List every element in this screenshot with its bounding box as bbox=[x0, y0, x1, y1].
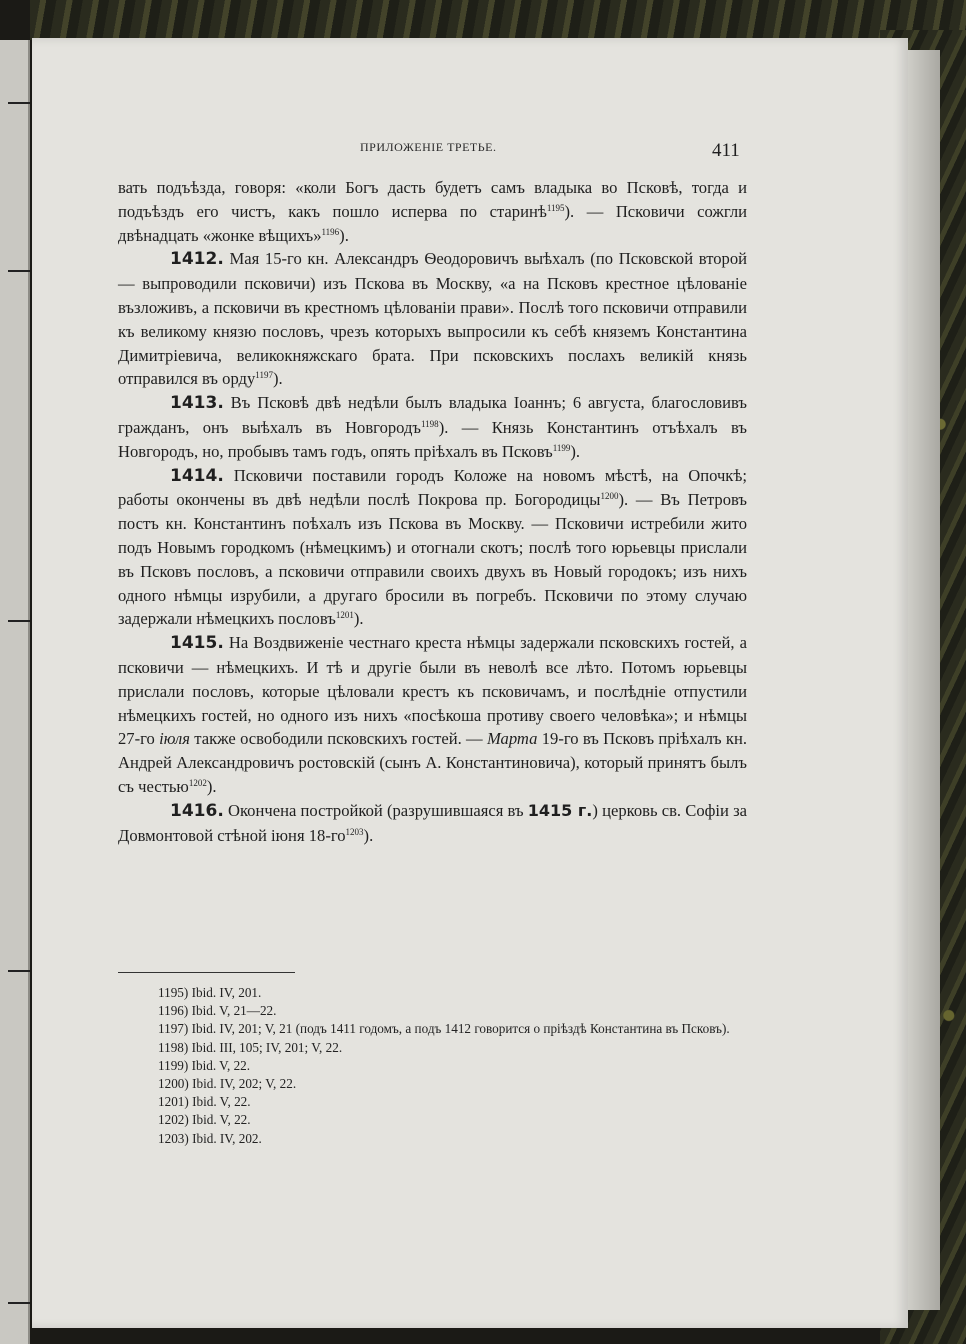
footnote bbox=[118, 1039, 747, 1057]
italic-text: iюля bbox=[159, 729, 190, 749]
footnote-ref: 1198 bbox=[421, 418, 439, 429]
text-run: ). — Псковичи сожгли двѣнадцать «жонке вѣщихъ» bbox=[118, 201, 747, 245]
entry-paragraph bbox=[118, 799, 747, 848]
entry-paragraph bbox=[118, 464, 747, 632]
entry-paragraph bbox=[118, 631, 747, 799]
footnote-number: 1200) bbox=[158, 1076, 189, 1092]
footnote-ref: 1196 bbox=[321, 226, 340, 237]
footnote-number: 1198) bbox=[158, 1039, 189, 1055]
text-run: ). bbox=[272, 369, 283, 389]
text-run: ). bbox=[570, 441, 581, 461]
text-run: ). — Въ Петровъ постъ кн. Константинъ поѣхалъ изъ Пскова въ Москву. — Псковичи истребили жито подъ Новымъ городкомъ (нѣмецкимъ) и отогнали скотъ; послѣ того юрьевцы прислали въ Псковъ пословъ, а псковичи отправили своихъ двухъ въ Новый городокъ; изъ нихъ одного нѣмцы изрубили, а другаго бросили въ погребъ. Псковичи по этому случаю задержали нѣмецкихъ пословъ bbox=[118, 490, 748, 629]
text-run: Псковичи поставили городъ Коложе на новомъ мѣстѣ, на Опочкѣ; работы окончены въ двѣ недѣли послѣ Покрова пр. Богородицы bbox=[118, 465, 747, 510]
footnote bbox=[118, 1111, 747, 1129]
text-run: ). bbox=[353, 609, 364, 629]
footnote-text: Ibid. III, 105; IV, 201; V, 22. bbox=[188, 1039, 343, 1055]
footnote-number: 1196) bbox=[158, 1003, 189, 1019]
footnote-text: Ibid. IV, 202. bbox=[188, 1130, 262, 1146]
footnote-number: 1203) bbox=[158, 1130, 189, 1146]
footnote-text: Ibid. V, 22. bbox=[188, 1057, 251, 1073]
page-stack-edge bbox=[908, 50, 940, 1310]
footnote-text: Ibid. IV, 201; V, 21 (подъ 1411 годомъ, а подъ 1412 говорится о прiѣздѣ Константина въ Псковъ). bbox=[188, 1021, 730, 1037]
italic-text: Марта bbox=[486, 729, 538, 749]
text-run: Окончена постройкой (разрушившаяся въ bbox=[223, 800, 528, 820]
text-run: 19-го въ Псковъ прiѣхалъ кн. Андрей Александровичъ ростовскiй (сынъ А. Константиновича), который принятъ былъ съ честью bbox=[118, 729, 747, 796]
footnote-number: 1201) bbox=[158, 1094, 189, 1110]
entry-paragraph bbox=[118, 391, 747, 463]
binding-mark bbox=[8, 1302, 30, 1304]
footnote bbox=[118, 984, 747, 1002]
text-run: ). bbox=[206, 776, 217, 796]
text-run: ). bbox=[339, 225, 349, 245]
footnote-rule bbox=[118, 972, 295, 973]
text-run: ). bbox=[363, 825, 374, 845]
entry-paragraph bbox=[118, 247, 747, 391]
body-text bbox=[118, 176, 747, 847]
paragraph bbox=[118, 176, 747, 247]
footnote-number: 1199) bbox=[158, 1057, 189, 1073]
entry-year: 1416. bbox=[170, 800, 224, 821]
footnote-text: Ibid. IV, 201. bbox=[188, 985, 262, 1000]
binding-mark bbox=[8, 620, 30, 622]
book-cover-top bbox=[30, 0, 966, 40]
footnote-ref: 1199 bbox=[552, 442, 571, 453]
footnote-number: 1202) bbox=[158, 1112, 189, 1128]
footnote-ref: 1200 bbox=[600, 491, 619, 502]
text-run: На Воздвиженiе честнаго креста нѣмцы задержали псковскихъ гостей, а псковичи — нѣмецкихъ. И тѣ и другiе были въ неволѣ все лѣто. Потомъ юрьевцы прислали пословъ, которые цѣловали крестъ къ псковичамъ, и послѣднiе отпустили нѣмецкихъ гостей, но одного изъ нихъ «посѣкоша противу своего человѣка»; и нѣмцы 27-го bbox=[118, 633, 747, 749]
binding-mark bbox=[8, 970, 30, 972]
text-run: Въ Псковѣ двѣ недѣли былъ владыка Iоаннъ; 6 августа, благословивъ гражданъ, онъ выѣхалъ въ Новгородъ bbox=[118, 393, 747, 437]
text-run: ) церковь св. Софiи за Довмонтовой стѣной iюня 18-го bbox=[118, 800, 747, 845]
footnote bbox=[118, 1093, 747, 1111]
footnote bbox=[118, 1130, 747, 1148]
entry-year: 1414. bbox=[170, 465, 224, 486]
footnote-text: Ibid. IV, 202; V, 22. bbox=[188, 1076, 297, 1092]
footnote-ref: 1203 bbox=[345, 826, 364, 837]
text-run: также освободили псковскихъ гостей. — bbox=[189, 729, 487, 749]
footnote-ref: 1197 bbox=[255, 370, 273, 381]
footnote-text: Ibid. V, 22. bbox=[188, 1112, 251, 1128]
entry-year: 1415. bbox=[170, 633, 224, 654]
footnote bbox=[118, 1002, 747, 1020]
text-run: вать подъѣзда, говоря: «коли Богъ дасть будетъ самъ владыка во Псковѣ, тогда и подъѣздъ его чистъ, какъ пошло исперва по старинѣ bbox=[118, 178, 747, 221]
running-title: ПРИЛОЖЕНIЕ ТРЕТЬЕ. bbox=[360, 140, 497, 154]
footnote-ref: 1202 bbox=[188, 777, 207, 788]
footnote-ref: 1201 bbox=[335, 610, 354, 621]
text-run: ). — Князь Константинъ отъѣхалъ въ Новгородъ, но, пробывъ тамъ годъ, опять прiѣхалъ въ Псковъ bbox=[118, 417, 747, 461]
binding-mark bbox=[8, 270, 30, 272]
entry-year: 1413. bbox=[170, 393, 224, 414]
page-number: 411 bbox=[712, 140, 740, 161]
facing-page-edge bbox=[0, 40, 30, 1344]
footnote-text: Ibid. V, 21—22. bbox=[188, 1003, 277, 1019]
footnotes bbox=[118, 984, 747, 1148]
footnote-text: Ibid. V, 22. bbox=[188, 1094, 251, 1110]
entry-year: 1412. bbox=[170, 249, 224, 270]
footnote-number: 1197) bbox=[158, 1021, 189, 1037]
inline-year: 1415 г. bbox=[527, 800, 593, 820]
binding-mark bbox=[8, 102, 30, 104]
footnote bbox=[118, 1020, 747, 1038]
footnote bbox=[118, 1075, 747, 1093]
footnote bbox=[118, 1057, 747, 1075]
footnote-ref: 1195 bbox=[546, 202, 565, 213]
text-run: Мая 15-го кн. Александръ Ѳеодоровичъ выѣхалъ (по Псковской второй — выпроводили псковичи) изъ Пскова въ Москву, «а на Псковъ крестное цѣлованiе възложивъ, а псковичи въ крестномъ цѣлованiи прави». Послѣ того псковичи отправили къ великому князю пословъ, чрезъ которыхъ выпросили къ себѣ княземъ Константина Димитрiевича, великокняжскаго брата. При псковскихъ послахъ великiй князь отправился въ орду bbox=[118, 249, 747, 389]
footnote-number: 1195) bbox=[158, 985, 189, 1000]
